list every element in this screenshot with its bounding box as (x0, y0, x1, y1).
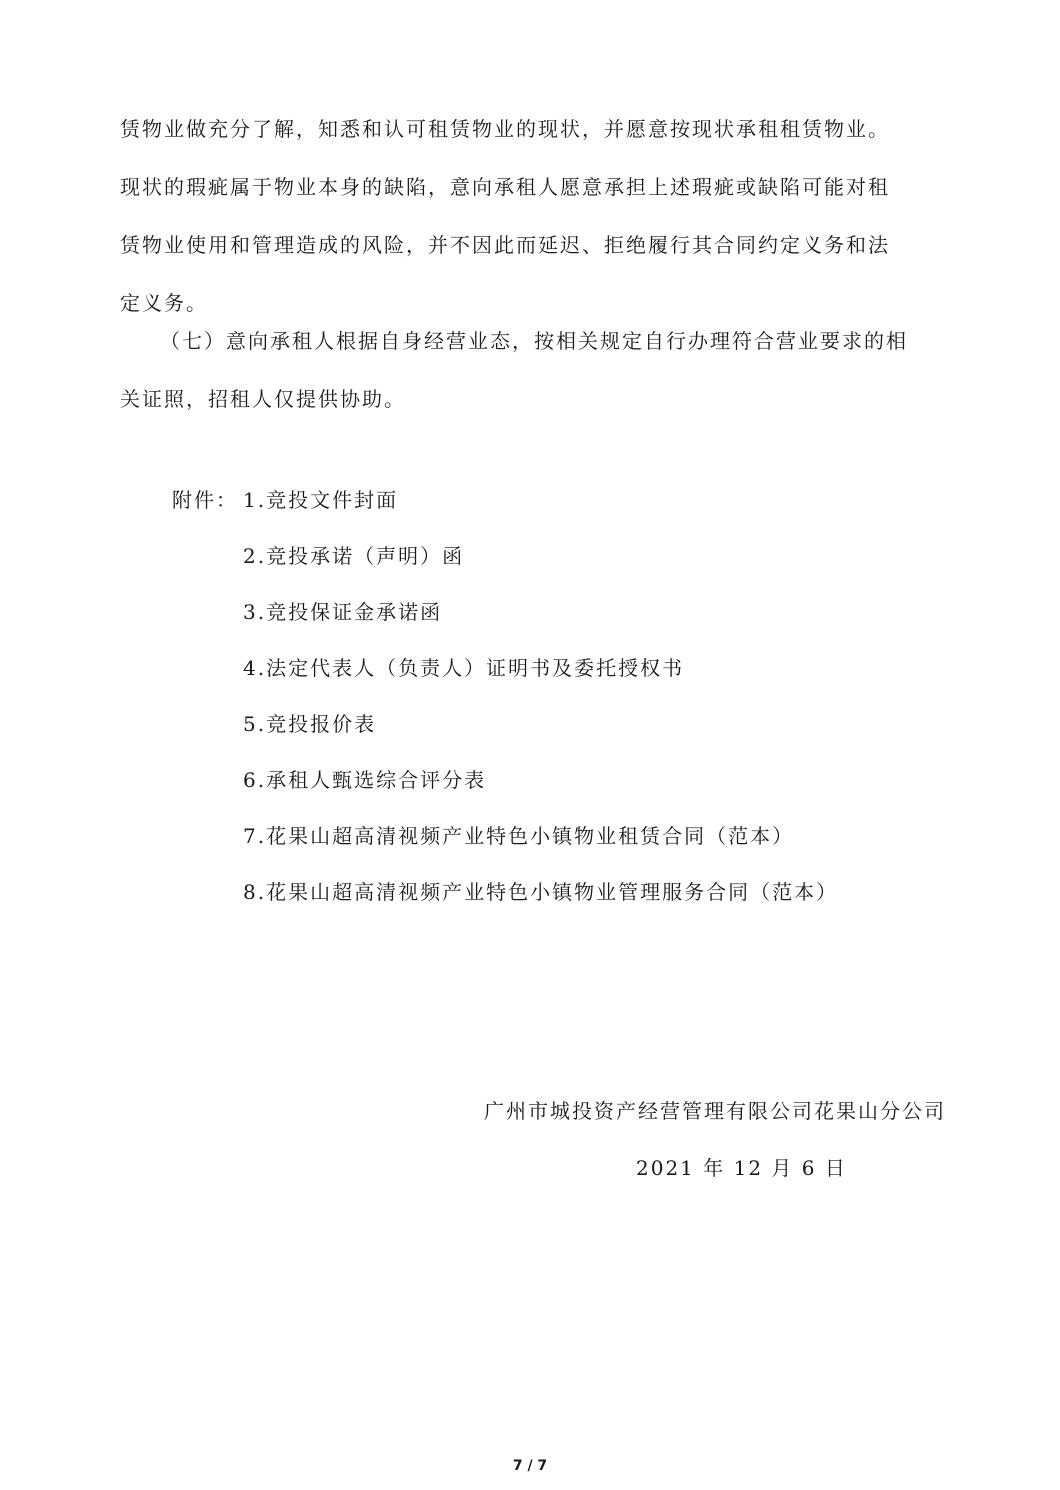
attachment-item: 5.竞投报价表 (243, 712, 377, 736)
paragraph-line: 现状的瑕疵属于物业本身的缺陷，意向承租人愿意承担上述瑕疵或缺陷可能对租 (120, 175, 890, 199)
attachment-item: 3.竞投保证金承诺函 (243, 600, 443, 624)
attachments-label: 附件： (172, 488, 238, 512)
attachment-item: 6.承租人甄选综合评分表 (243, 768, 487, 792)
paragraph-line: （七）意向承租人根据自身经营业态，按相关规定自行办理符合营业要求的相 (160, 329, 908, 353)
attachment-item: 8.花果山超高清视频产业特色小镇物业管理服务合同（范本） (243, 880, 839, 904)
paragraph-line: 赁物业使用和管理造成的风险，并不因此而延迟、拒绝履行其合同约定义务和法 (120, 233, 890, 257)
paragraph-line: 赁物业做充分了解，知悉和认可租赁物业的现状，并愿意按现状承租租赁物业。 (120, 117, 890, 141)
attachment-item: 1.竞投文件封面 (243, 488, 399, 512)
attachment-item: 2.竞投承诺（声明）函 (243, 544, 465, 568)
signature-company: 广州市城投资产经营管理有限公司花果山分公司 (484, 1099, 946, 1123)
paragraph-line: 定义务。 (120, 291, 208, 315)
paragraph-lease-condition (120, 100, 948, 332)
paragraph-line: 关证照，招租人仅提供协助。 (120, 387, 406, 411)
signature-date: 2021 年 12 月 6 日 (636, 1156, 847, 1180)
page-number: 7 / 7 (512, 1458, 548, 1474)
attachments-list (243, 484, 838, 932)
paragraph-license-clause (120, 312, 948, 428)
attachment-item: 7.花果山超高清视频产业特色小镇物业租赁合同（范本） (243, 824, 795, 848)
attachment-item: 4.法定代表人（负责人）证明书及委托授权书 (243, 656, 685, 680)
